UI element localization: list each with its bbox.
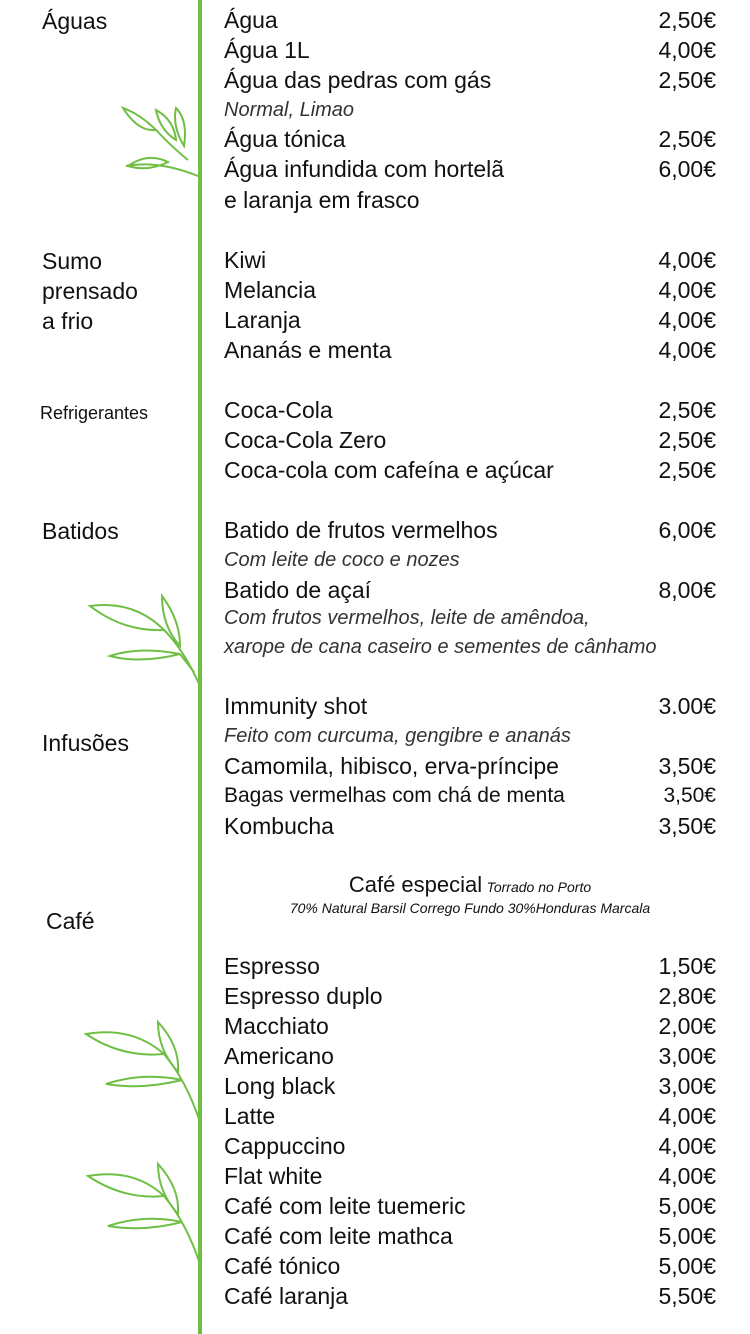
item-price: 5,00€ (658, 1253, 716, 1279)
item-name: Laranja (224, 307, 301, 333)
item-price: 4,00€ (658, 337, 716, 363)
item-note: Com leite de coco e nozes (224, 549, 460, 571)
item-price: 2,50€ (658, 397, 716, 423)
menu-item (224, 515, 716, 545)
menu-item (224, 1161, 716, 1191)
item-price: 8,00€ (658, 577, 716, 603)
item-price: 1,50€ (658, 953, 716, 979)
menu-item (224, 35, 716, 65)
item-price: 5,50€ (658, 1283, 716, 1309)
item-name: Long black (224, 1073, 336, 1099)
leaf-sprig-icon (118, 100, 202, 180)
item-price: 4,00€ (658, 1133, 716, 1159)
item-price: 2,50€ (658, 126, 716, 152)
cafe-especial-subtitle: Torrado no Porto (486, 879, 592, 895)
menu-item (224, 751, 716, 781)
item-name: Café com leite mathca (224, 1223, 453, 1249)
item-price: 3,00€ (658, 1073, 716, 1099)
category-batidos: Batidos (42, 518, 119, 544)
menu-item (224, 154, 716, 184)
category-infusoes: Infusões (42, 730, 129, 756)
item-note: Feito com curcuma, gengibre e ananás (224, 725, 571, 747)
leaf-sprig-icon (82, 1016, 202, 1126)
menu-item (224, 335, 716, 365)
item-price: 6,00€ (658, 517, 716, 543)
item-price: 4,00€ (658, 37, 716, 63)
menu-item (224, 1041, 716, 1071)
category-sumo-line2: prensado (42, 278, 138, 304)
item-name: Café com leite tuemeric (224, 1193, 466, 1219)
category-cafe: Café (46, 908, 95, 934)
menu-item (224, 65, 716, 95)
category-sumo-line3: a frio (42, 308, 94, 334)
item-note: Com frutos vermelhos, leite de amêndoa, (224, 607, 590, 629)
item-price: 3,50€ (663, 784, 716, 807)
item-name: Espresso (224, 953, 320, 979)
cafe-especial-header (224, 872, 716, 916)
item-price: 3,50€ (658, 813, 716, 839)
item-name: Camomila, hibisco, erva-príncipe (224, 753, 559, 779)
item-price: 4,00€ (658, 1103, 716, 1129)
menu-item (224, 425, 716, 455)
item-name: Coca-cola com cafeína e açúcar (224, 457, 554, 483)
menu-item (224, 811, 716, 841)
item-name: Café tónico (224, 1253, 341, 1279)
item-name: Cappuccino (224, 1133, 346, 1159)
item-price: 3,50€ (658, 753, 716, 779)
menu-item (224, 691, 716, 721)
menu-item (224, 1071, 716, 1101)
cafe-especial-title: Café especial (348, 872, 483, 897)
item-name: Água tónica (224, 126, 346, 152)
menu-item (224, 951, 716, 981)
item-price: 2,50€ (658, 457, 716, 483)
menu-item (224, 1191, 716, 1221)
item-name: Flat white (224, 1163, 323, 1189)
item-name: Coca-Cola Zero (224, 427, 387, 453)
item-price: 4,00€ (658, 247, 716, 273)
item-name: Batido de frutos vermelhos (224, 517, 498, 543)
menu-item (224, 395, 716, 425)
item-price: 4,00€ (658, 307, 716, 333)
menu-item (224, 1131, 716, 1161)
menu-item (224, 245, 716, 275)
menu-item (224, 981, 716, 1011)
item-price: 2,50€ (658, 7, 716, 33)
item-price: 4,00€ (658, 1163, 716, 1189)
item-name: Kombucha (224, 813, 334, 839)
item-name: e laranja em frasco (224, 187, 420, 213)
item-name: Macchiato (224, 1013, 329, 1039)
item-name: Bagas vermelhas com chá de menta (224, 784, 565, 807)
menu-item (224, 575, 716, 605)
menu-item (224, 1011, 716, 1041)
menu-item (224, 275, 716, 305)
menu-item (224, 1221, 716, 1251)
item-name: Americano (224, 1043, 334, 1069)
item-price: 2,80€ (658, 983, 716, 1009)
item-name: Água das pedras com gás (224, 67, 492, 93)
item-price: 2,50€ (658, 67, 716, 93)
item-name-continued (224, 185, 716, 215)
category-sumo-line1: Sumo (42, 248, 103, 274)
menu-item (224, 781, 716, 811)
menu-item (224, 1101, 716, 1131)
item-name: Coca-Cola (224, 397, 333, 423)
menu-item (224, 124, 716, 154)
menu-item (224, 305, 716, 335)
item-price: 2,00€ (658, 1013, 716, 1039)
item-price: 6,00€ (658, 156, 716, 182)
item-price: 3.00€ (658, 693, 716, 719)
item-price: 5,00€ (658, 1193, 716, 1219)
item-name: Melancia (224, 277, 317, 303)
menu-item (224, 5, 716, 35)
menu-item (224, 1281, 716, 1311)
item-name: Latte (224, 1103, 276, 1129)
item-name: Batido de açaí (224, 577, 372, 603)
item-price: 2,50€ (658, 427, 716, 453)
coffee-origin: 70% Natural Barsil Corrego Fundo 30%Honduras Marcala (289, 900, 651, 916)
item-name: Água (224, 7, 278, 33)
item-note: Normal, Limao (224, 99, 355, 121)
category-aguas: Águas (42, 8, 108, 34)
item-name: Água 1L (224, 37, 310, 63)
item-name: Ananás e menta (224, 337, 392, 363)
item-name: Kiwi (224, 247, 267, 273)
item-name: Café laranja (224, 1283, 349, 1309)
menu-item (224, 1251, 716, 1281)
item-name: Immunity shot (224, 693, 368, 719)
item-name: Espresso duplo (224, 983, 383, 1009)
category-refrigerantes: Refrigerantes (40, 403, 149, 423)
leaf-sprig-icon (84, 1158, 202, 1268)
menu-item (224, 455, 716, 485)
item-price: 5,00€ (658, 1223, 716, 1249)
item-price: 4,00€ (658, 277, 716, 303)
leaf-sprig-icon (84, 590, 202, 690)
item-price: 3,00€ (658, 1043, 716, 1069)
item-note: xarope de cana caseiro e sementes de cânhamo (224, 636, 657, 658)
item-name: Água infundida com hortelã (224, 156, 505, 182)
